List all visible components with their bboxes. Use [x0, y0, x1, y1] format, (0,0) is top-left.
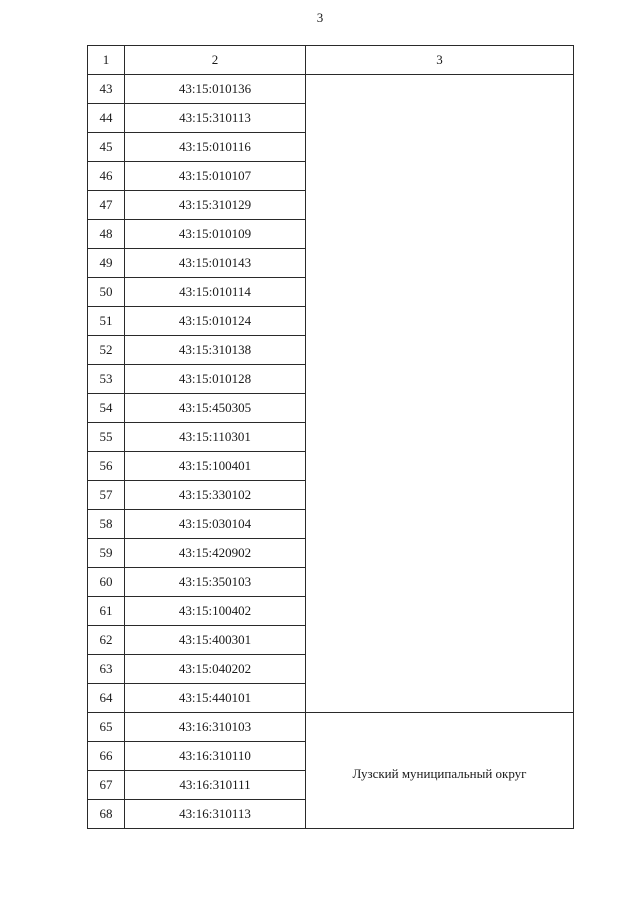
municipality-cell-continued: [306, 75, 574, 713]
row-number-cell: 53: [88, 365, 125, 394]
cadastral-code-cell: 43:16:310103: [125, 713, 306, 742]
row-number-cell: 62: [88, 626, 125, 655]
row-number-cell: 54: [88, 394, 125, 423]
municipality-cell: [306, 713, 574, 829]
cadastral-code-cell: 43:15:010136: [125, 75, 306, 104]
column-header-1: 1: [88, 46, 125, 75]
cadastral-code-cell: 43:15:330102: [125, 481, 306, 510]
page-number: 3: [316, 10, 324, 25]
row-number-cell: 63: [88, 655, 125, 684]
row-number-cell: 58: [88, 510, 125, 539]
row-number-cell: 43: [88, 75, 125, 104]
cadastral-code-cell: 43:15:440101: [125, 684, 306, 713]
row-number-cell: 44: [88, 104, 125, 133]
row-number-cell: 65: [88, 713, 125, 742]
row-number-cell: 67: [88, 771, 125, 800]
cadastral-code-cell: 43:15:110301: [125, 423, 306, 452]
cadastral-code-cell: 43:16:310110: [125, 742, 306, 771]
row-number-cell: 66: [88, 742, 125, 771]
cadastral-code-cell: 43:15:010107: [125, 162, 306, 191]
cadastral-code-cell: 43:15:040202: [125, 655, 306, 684]
cadastral-code-cell: 43:15:350103: [125, 568, 306, 597]
cadastral-code-cell: 43:15:100401: [125, 452, 306, 481]
cadastral-code-cell: 43:15:010124: [125, 307, 306, 336]
row-number-cell: 57: [88, 481, 125, 510]
cadastral-code-cell: 43:16:310111: [125, 771, 306, 800]
row-number-cell: 50: [88, 278, 125, 307]
row-number-cell: 45: [88, 133, 125, 162]
cadastral-code-cell: 43:15:030104: [125, 510, 306, 539]
row-number-cell: 60: [88, 568, 125, 597]
row-number-cell: 49: [88, 249, 125, 278]
cadastral-code-cell: 43:15:310113: [125, 104, 306, 133]
cadastral-code-cell: 43:15:010109: [125, 220, 306, 249]
row-number-cell: 68: [88, 800, 125, 829]
municipality-label: Лузский муниципальный округ: [352, 765, 527, 781]
row-number-cell: 59: [88, 539, 125, 568]
row-number-cell: 56: [88, 452, 125, 481]
row-number-cell: 61: [88, 597, 125, 626]
cadastral-code-cell: 43:15:010116: [125, 133, 306, 162]
row-number-cell: 64: [88, 684, 125, 713]
cadastral-code-cell: 43:15:010114: [125, 278, 306, 307]
table-row: [88, 713, 574, 742]
cadastral-code-cell: 43:15:100402: [125, 597, 306, 626]
column-header-3: 3: [306, 46, 574, 75]
cadastral-table: [87, 45, 574, 829]
cadastral-code-cell: 43:15:400301: [125, 626, 306, 655]
row-number-cell: 46: [88, 162, 125, 191]
row-number-cell: 51: [88, 307, 125, 336]
table-row: [88, 75, 574, 104]
cadastral-code-cell: 43:16:310113: [125, 800, 306, 829]
table-body: [88, 75, 574, 829]
row-number-cell: 48: [88, 220, 125, 249]
cadastral-code-cell: 43:15:310138: [125, 336, 306, 365]
cadastral-code-cell: 43:15:310129: [125, 191, 306, 220]
row-number-cell: 47: [88, 191, 125, 220]
cadastral-code-cell: 43:15:010128: [125, 365, 306, 394]
table-header-row: [88, 46, 574, 75]
cadastral-code-cell: 43:15:420902: [125, 539, 306, 568]
row-number-cell: 52: [88, 336, 125, 365]
cadastral-code-cell: 43:15:450305: [125, 394, 306, 423]
column-header-2: 2: [125, 46, 306, 75]
cadastral-code-cell: 43:15:010143: [125, 249, 306, 278]
row-number-cell: 55: [88, 423, 125, 452]
